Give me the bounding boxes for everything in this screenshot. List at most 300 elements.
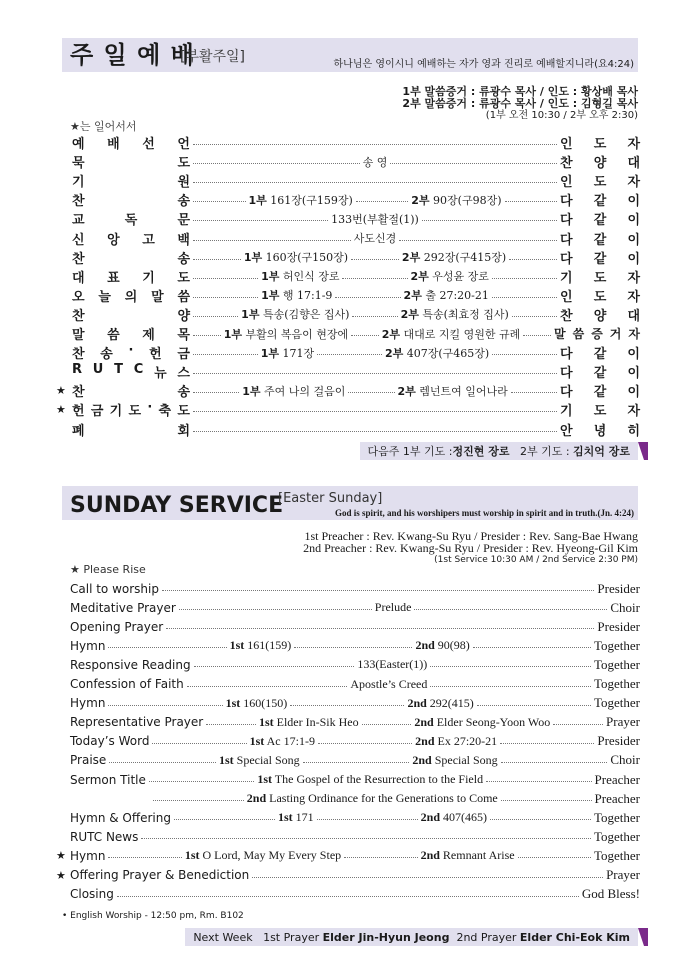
item-label bbox=[62, 381, 190, 400]
second-service-item: 2부 렘넌트여 일어나라 bbox=[397, 384, 508, 398]
leader-role bbox=[560, 286, 640, 305]
role-char: 이 bbox=[627, 366, 640, 382]
role-char: 기 bbox=[560, 270, 573, 286]
dotted-leader bbox=[348, 392, 394, 393]
first-service-item: 1부 부활의 복음이 현장에 bbox=[223, 327, 349, 341]
role-char: 이 bbox=[627, 251, 640, 267]
ko-service-marker: 1부 bbox=[260, 346, 280, 360]
leader-role: Choir bbox=[610, 752, 640, 768]
role-char: 자 bbox=[627, 404, 640, 420]
ko-service-marker: 1부 bbox=[223, 327, 242, 341]
order-row bbox=[62, 885, 640, 904]
role-char: 같 bbox=[593, 194, 607, 210]
first-service-item: 1st The Gospel of the Resurrection to the Field bbox=[257, 772, 484, 786]
item-label bbox=[62, 324, 190, 343]
item-label: Confession of Faith bbox=[70, 677, 184, 691]
dotted-leader bbox=[511, 392, 557, 393]
label-char: 신 bbox=[72, 232, 85, 248]
dotted-leader bbox=[344, 857, 417, 858]
item-label: Meditative Prayer bbox=[70, 600, 176, 615]
leader-role: Presider bbox=[597, 733, 640, 749]
dotted-leader bbox=[473, 647, 591, 648]
label-char: 뉴 bbox=[154, 366, 167, 382]
english-rise-note: ★ Please Rise bbox=[70, 563, 146, 576]
label-char: 도 bbox=[177, 156, 190, 172]
star-icon: ★ bbox=[56, 384, 66, 398]
en-service-marker: 1st bbox=[277, 810, 293, 825]
first-service-item: 1부 허인식 장로 bbox=[261, 270, 340, 284]
role-char: 양 bbox=[593, 308, 607, 324]
role-char: 기 bbox=[560, 404, 573, 420]
role-char: 같 bbox=[593, 366, 607, 382]
leader-role: Choir bbox=[610, 599, 641, 615]
role-char: 다 bbox=[560, 213, 573, 229]
korean-times: (1부 오전 10:30 / 2부 오후 2:30) bbox=[485, 110, 638, 121]
dotted-leader bbox=[166, 628, 594, 629]
dotted-leader bbox=[352, 316, 397, 317]
en-service-marker: 1st bbox=[249, 733, 265, 748]
role-char: 자 bbox=[627, 270, 640, 286]
order-row bbox=[62, 770, 640, 789]
leader-role: Preacher bbox=[594, 771, 641, 787]
english-title-bar bbox=[62, 486, 638, 520]
order-row bbox=[62, 636, 640, 655]
role-char: 말 bbox=[554, 327, 566, 341]
order-row bbox=[62, 420, 640, 439]
role-char: 도 bbox=[593, 289, 607, 305]
second-service-item: 2nd 90(98) bbox=[415, 638, 470, 653]
english-title: SUNDAY SERVICE bbox=[70, 493, 284, 518]
order-row bbox=[62, 267, 640, 286]
dotted-leader bbox=[414, 609, 607, 610]
label-char: 송 bbox=[100, 347, 113, 363]
center-text: Apostle’s Creed bbox=[350, 676, 428, 691]
order-row bbox=[56, 381, 641, 401]
label-char: 송 bbox=[177, 385, 190, 401]
role-char: 씀 bbox=[572, 327, 585, 341]
english-worship-note: • English Worship - 12:50 pm, Rm. B102 bbox=[62, 911, 244, 921]
label-char: 축 bbox=[158, 404, 172, 420]
dotted-leader bbox=[193, 431, 557, 432]
item-label: Today’s Word bbox=[70, 734, 150, 749]
item-label bbox=[62, 400, 190, 419]
order-row bbox=[62, 171, 640, 190]
item-label bbox=[62, 152, 190, 171]
role-char: 인 bbox=[560, 175, 573, 191]
label-char: 폐 bbox=[72, 423, 85, 439]
dotted-leader bbox=[179, 609, 372, 610]
leader-role bbox=[560, 190, 640, 209]
item-label bbox=[62, 229, 190, 248]
ko-service-marker: 2부 bbox=[400, 308, 419, 322]
leader-role: Together bbox=[593, 637, 640, 653]
dotted-leader bbox=[512, 316, 557, 317]
first-service-item: 1부 161장(구159장) bbox=[248, 193, 353, 207]
korean-title: 주 일 예 배 bbox=[70, 41, 195, 69]
second-service-item: 2nd Remnant Arise bbox=[420, 848, 515, 863]
role-char: 같 bbox=[593, 232, 607, 248]
role-char: 녕 bbox=[593, 423, 607, 439]
order-row bbox=[62, 362, 640, 381]
role-char: 인 bbox=[560, 137, 573, 152]
role-char: 이 bbox=[627, 385, 641, 401]
label-char: 대 bbox=[72, 270, 85, 286]
first-service-item: 1st 161(159) bbox=[229, 638, 292, 653]
first-service-item: 1st Special Song bbox=[218, 752, 300, 767]
leader-role bbox=[554, 325, 640, 342]
dotted-leader bbox=[303, 762, 410, 763]
label-char: 헌 bbox=[72, 404, 85, 420]
leader-role: Prayer bbox=[606, 867, 640, 882]
first-service-item: 1부 171장 bbox=[260, 346, 315, 360]
dotted-leader bbox=[356, 201, 409, 202]
dotted-leader bbox=[193, 259, 241, 260]
first-service-item: 1st Ac 17:1-9 bbox=[249, 733, 315, 748]
dotted-leader bbox=[518, 857, 591, 858]
label-char: 표 bbox=[107, 270, 120, 286]
en-service-marker: 1st bbox=[225, 695, 241, 710]
ko-service-marker: 2부 bbox=[401, 251, 421, 265]
dotted-leader bbox=[108, 647, 226, 648]
dotted-leader bbox=[109, 762, 216, 763]
label-char: R bbox=[72, 362, 83, 378]
english-verse: God is spirit, and his worshipers must worship in spirit and in truth.(Jn. 4:24) bbox=[334, 508, 634, 518]
order-row bbox=[62, 694, 640, 713]
dotted-leader bbox=[194, 666, 355, 667]
label-char: 찬 bbox=[72, 385, 85, 401]
label-char: 스 bbox=[177, 366, 190, 382]
center-text: 송 영 bbox=[362, 155, 388, 169]
leader-role bbox=[560, 171, 640, 190]
role-char: 다 bbox=[560, 366, 573, 382]
item-label bbox=[62, 420, 190, 439]
label-char: 기 bbox=[109, 404, 123, 420]
order-row bbox=[62, 617, 640, 636]
leader-role: Together bbox=[593, 809, 640, 825]
label-char: 도 bbox=[177, 270, 190, 286]
dotted-leader bbox=[477, 705, 591, 706]
dotted-leader bbox=[492, 297, 557, 298]
second-service-item: 2부 우성윤 장로 bbox=[410, 270, 489, 284]
role-char: 같 bbox=[593, 213, 607, 229]
dotted-leader bbox=[252, 877, 603, 878]
item-label: Hymn & Offering bbox=[70, 810, 171, 825]
dotted-leader bbox=[193, 354, 258, 355]
ko-service-marker: 2부 bbox=[381, 327, 401, 341]
dotted-leader bbox=[149, 781, 254, 782]
leader-role bbox=[560, 305, 640, 324]
item-label bbox=[62, 190, 190, 209]
korean-preachers: 1부 말씀증거 : 류광수 목사 / 인도 : 황상배 목사 2부 말씀증거 : 류광수 목사 / 인도 : 김형길 목사 (1부 오전 10:30 / 2부 오후 2:30) bbox=[402, 85, 638, 121]
leader-role: Presider bbox=[597, 580, 640, 596]
label-char: 독 bbox=[124, 213, 138, 229]
leader-role bbox=[560, 229, 640, 248]
item-label bbox=[62, 362, 190, 381]
star-icon: ★ bbox=[56, 849, 66, 863]
dotted-leader bbox=[390, 163, 557, 164]
label-char: T bbox=[114, 362, 123, 378]
order-row bbox=[56, 400, 640, 420]
label-char: 말 bbox=[151, 289, 164, 305]
english-next-week: Next Week 1st Prayer Elder Jin-Hyun Jeong 2nd Prayer Elder Chi-Eok Kim bbox=[185, 928, 638, 946]
dotted-leader bbox=[153, 800, 244, 801]
label-char: 말 bbox=[72, 328, 85, 343]
leader-role bbox=[560, 400, 640, 419]
label-char: · bbox=[128, 343, 134, 359]
item-label bbox=[62, 209, 190, 228]
role-char: 대 bbox=[627, 156, 640, 172]
order-row bbox=[62, 732, 640, 751]
leader-role bbox=[560, 343, 640, 362]
label-char: 예 bbox=[72, 137, 85, 152]
label-char: 헌 bbox=[149, 347, 162, 363]
item-label: Offering Prayer & Benediction bbox=[70, 868, 250, 882]
order-row bbox=[62, 133, 640, 152]
label-char: 양 bbox=[177, 308, 190, 324]
label-char: 제 bbox=[142, 328, 155, 343]
dotted-leader bbox=[501, 800, 592, 801]
leader-role: Prayer bbox=[606, 714, 640, 730]
role-char: 인 bbox=[559, 289, 573, 305]
label-char: 기 bbox=[72, 175, 85, 191]
ko-service-marker: 1부 bbox=[261, 289, 280, 303]
dotted-leader bbox=[162, 590, 594, 591]
role-char: 자 bbox=[627, 175, 640, 191]
leader-role: Together bbox=[594, 676, 641, 691]
dotted-leader bbox=[335, 297, 400, 298]
second-service-item: 2nd Ex 27:20-21 bbox=[415, 733, 498, 748]
dotted-leader bbox=[193, 392, 239, 393]
leader-role: Together bbox=[593, 847, 640, 863]
role-char: 같 bbox=[593, 251, 607, 267]
role-char: 다 bbox=[560, 194, 573, 210]
ko-service-marker: 1부 bbox=[242, 384, 261, 398]
item-label: Hymn bbox=[70, 696, 106, 711]
first-service-item: 1st 160(150) bbox=[225, 695, 288, 710]
item-label bbox=[62, 133, 190, 152]
dotted-leader bbox=[351, 335, 379, 336]
order-row bbox=[62, 229, 640, 248]
item-label: RUTC News bbox=[70, 829, 139, 844]
role-char: 양 bbox=[593, 156, 607, 172]
role-char: 자 bbox=[628, 327, 640, 341]
item-label: Closing bbox=[70, 887, 114, 902]
order-row bbox=[62, 789, 640, 808]
label-char: C bbox=[133, 362, 144, 378]
role-char: 이 bbox=[627, 232, 641, 248]
dotted-leader bbox=[117, 896, 579, 897]
label-char: U bbox=[92, 362, 104, 378]
en-service-marker: 2nd bbox=[420, 848, 440, 863]
label-char: 목 bbox=[177, 328, 190, 343]
dotted-leader bbox=[430, 686, 591, 687]
label-char: 백 bbox=[177, 232, 190, 248]
dotted-leader bbox=[290, 705, 404, 706]
label-char: 기 bbox=[142, 270, 155, 286]
item-label: Representative Prayer bbox=[70, 715, 204, 730]
center-text: 사도신경 bbox=[353, 232, 397, 245]
first-service-item: 1부 행 17:1-9 bbox=[261, 289, 333, 303]
label-char: · bbox=[147, 400, 153, 416]
order-row bbox=[62, 286, 640, 305]
leader-role: God Bless! bbox=[581, 886, 640, 902]
first-service-item: 1st 171 bbox=[277, 810, 314, 825]
order-row bbox=[56, 846, 640, 865]
label-char: 씀 bbox=[177, 289, 190, 305]
first-service-item: 1st O Lord, May My Every Step bbox=[184, 848, 342, 863]
role-char: 히 bbox=[627, 423, 640, 439]
center-text: 133번(부활절(1)) bbox=[331, 212, 419, 226]
dotted-leader bbox=[152, 743, 246, 744]
dotted-leader bbox=[193, 335, 221, 336]
label-char: 묵 bbox=[72, 156, 85, 172]
dotted-leader bbox=[486, 781, 591, 782]
ko-service-marker: 1부 bbox=[243, 251, 263, 265]
dotted-leader bbox=[193, 278, 258, 279]
dotted-leader bbox=[193, 240, 351, 241]
dotted-leader bbox=[193, 411, 557, 412]
en-service-marker: 2nd bbox=[412, 752, 432, 767]
label-char: 금 bbox=[177, 347, 190, 363]
order-row bbox=[62, 152, 640, 171]
dotted-leader bbox=[553, 724, 603, 725]
en-service-marker: 2nd bbox=[414, 714, 434, 729]
leader-role: Presider bbox=[597, 618, 640, 634]
en-service-marker: 1st bbox=[258, 714, 274, 729]
role-char: 도 bbox=[593, 175, 607, 191]
role-char: 찬 bbox=[560, 308, 573, 324]
korean-rise-note: ★는 일어서서 bbox=[70, 120, 137, 133]
item-label: Hymn bbox=[70, 638, 106, 653]
dotted-leader bbox=[187, 686, 348, 687]
role-char: 자 bbox=[627, 137, 640, 152]
dotted-leader bbox=[501, 762, 608, 763]
dotted-leader bbox=[141, 838, 591, 839]
role-char: 도 bbox=[593, 404, 607, 420]
role-char: 도 bbox=[593, 137, 607, 152]
first-service-item: 1부 특송(김향은 집사) bbox=[241, 308, 350, 322]
second-service-item: 2nd Special Song bbox=[412, 752, 498, 767]
role-char: 같 bbox=[593, 385, 607, 401]
label-char: 송 bbox=[177, 251, 190, 267]
dotted-leader bbox=[108, 705, 222, 706]
role-char: 이 bbox=[627, 213, 641, 229]
role-char: 다 bbox=[560, 251, 573, 267]
label-char: 앙 bbox=[107, 232, 120, 248]
order-row bbox=[62, 305, 640, 324]
role-char: 다 bbox=[560, 385, 573, 401]
role-char: 이 bbox=[627, 347, 640, 363]
dotted-leader bbox=[430, 666, 591, 667]
order-row bbox=[62, 190, 640, 209]
center-text: Prelude bbox=[374, 600, 412, 615]
label-char: 금 bbox=[90, 404, 104, 420]
label-char: 오 bbox=[72, 289, 85, 305]
en-service-marker: 1st bbox=[184, 848, 200, 863]
korean-title-bar bbox=[62, 38, 638, 72]
leader-role: Preacher bbox=[594, 790, 640, 806]
english-times: (1st Service 10:30 AM / 2nd Service 2:30 PM) bbox=[434, 555, 638, 565]
label-char: 고 bbox=[142, 232, 155, 248]
label-char: 늘 bbox=[98, 289, 111, 305]
leader-role bbox=[560, 267, 640, 286]
first-service-item: 2nd Lasting Ordinance for the Generations to Come bbox=[246, 791, 498, 806]
role-char: 거 bbox=[609, 327, 622, 341]
role-char: 안 bbox=[560, 423, 573, 439]
role-char: 찬 bbox=[560, 156, 573, 172]
en-service-marker: 2nd bbox=[407, 695, 427, 710]
order-row bbox=[62, 713, 640, 732]
dotted-leader bbox=[509, 259, 557, 260]
en-service-marker: 2nd bbox=[415, 733, 435, 748]
leader-role bbox=[560, 209, 640, 228]
ko-service-marker: 2부 bbox=[410, 270, 429, 284]
center-text: 133(Easter(1)) bbox=[357, 657, 428, 672]
item-label bbox=[62, 305, 190, 324]
second-service-item: 2부 대대로 지킬 영원한 규례 bbox=[381, 327, 521, 341]
dotted-leader bbox=[362, 724, 412, 725]
label-char: 찬 bbox=[72, 347, 85, 363]
ko-service-marker: 1부 bbox=[248, 193, 267, 207]
second-service-item: 2부 특송(최효정 집사) bbox=[400, 308, 509, 322]
ko-service-marker: 1부 bbox=[261, 270, 280, 284]
label-char: 배 bbox=[107, 137, 120, 152]
dotted-leader bbox=[206, 724, 256, 725]
dotted-leader bbox=[193, 220, 328, 221]
dotted-leader bbox=[500, 743, 594, 744]
role-char: 대 bbox=[627, 308, 641, 324]
order-row bbox=[62, 827, 640, 846]
dotted-leader bbox=[492, 278, 557, 279]
dotted-leader bbox=[492, 354, 557, 355]
label-char: 교 bbox=[72, 213, 85, 229]
dotted-leader bbox=[108, 857, 181, 858]
en-service-marker: 2nd bbox=[246, 791, 267, 806]
leader-role bbox=[560, 152, 640, 171]
korean-next-week: 다음주 1부 기도 : 정진현 장로 2부 기도 : 김치억 장로 bbox=[360, 442, 638, 460]
dotted-leader bbox=[399, 240, 557, 241]
dotted-leader bbox=[505, 201, 558, 202]
item-label bbox=[62, 248, 190, 267]
order-row bbox=[62, 655, 640, 674]
second-service-item: 2부 출 27:20-21 bbox=[403, 289, 489, 303]
role-char: 자 bbox=[627, 289, 640, 305]
dotted-leader bbox=[523, 335, 551, 336]
label-char: 찬 bbox=[72, 308, 85, 324]
role-char: 도 bbox=[593, 270, 607, 286]
dotted-leader bbox=[193, 201, 246, 202]
first-service-item: 1st Elder In-Sik Heo bbox=[258, 714, 359, 729]
english-subtitle: [Easter Sunday] bbox=[278, 491, 383, 506]
accent-marker bbox=[638, 928, 648, 946]
second-service-item: 2nd Elder Seong-Yoon Woo bbox=[414, 714, 551, 729]
label-char: 의 bbox=[124, 289, 138, 305]
order-row bbox=[62, 324, 640, 343]
label-char: 송 bbox=[177, 194, 190, 210]
first-service-item: 1부 주여 나의 걸음이 bbox=[242, 384, 346, 398]
leader-role: Together bbox=[593, 828, 640, 844]
order-row bbox=[56, 866, 640, 885]
dotted-leader bbox=[490, 819, 591, 820]
label-char: 도 bbox=[177, 404, 190, 420]
second-service-item: 2부 407장(구465장) bbox=[384, 346, 490, 360]
ko-service-marker: 2부 bbox=[384, 346, 404, 360]
second-service-item: 2부 292장(구415장) bbox=[401, 251, 507, 265]
leader-role bbox=[560, 133, 640, 152]
en-service-marker: 2nd bbox=[415, 638, 435, 653]
order-row bbox=[62, 675, 640, 694]
english-preachers: 1st Preacher : Rev. Kwang-Su Ryu / Presider : Rev. Sang-Bae Hwang 2nd Preacher : Rev. Kwang-Su Ryu / Presider : Rev. Hyeong-Gil Kim (1st Service 10:30 AM / 2nd Service 2:30 PM) bbox=[303, 529, 638, 565]
